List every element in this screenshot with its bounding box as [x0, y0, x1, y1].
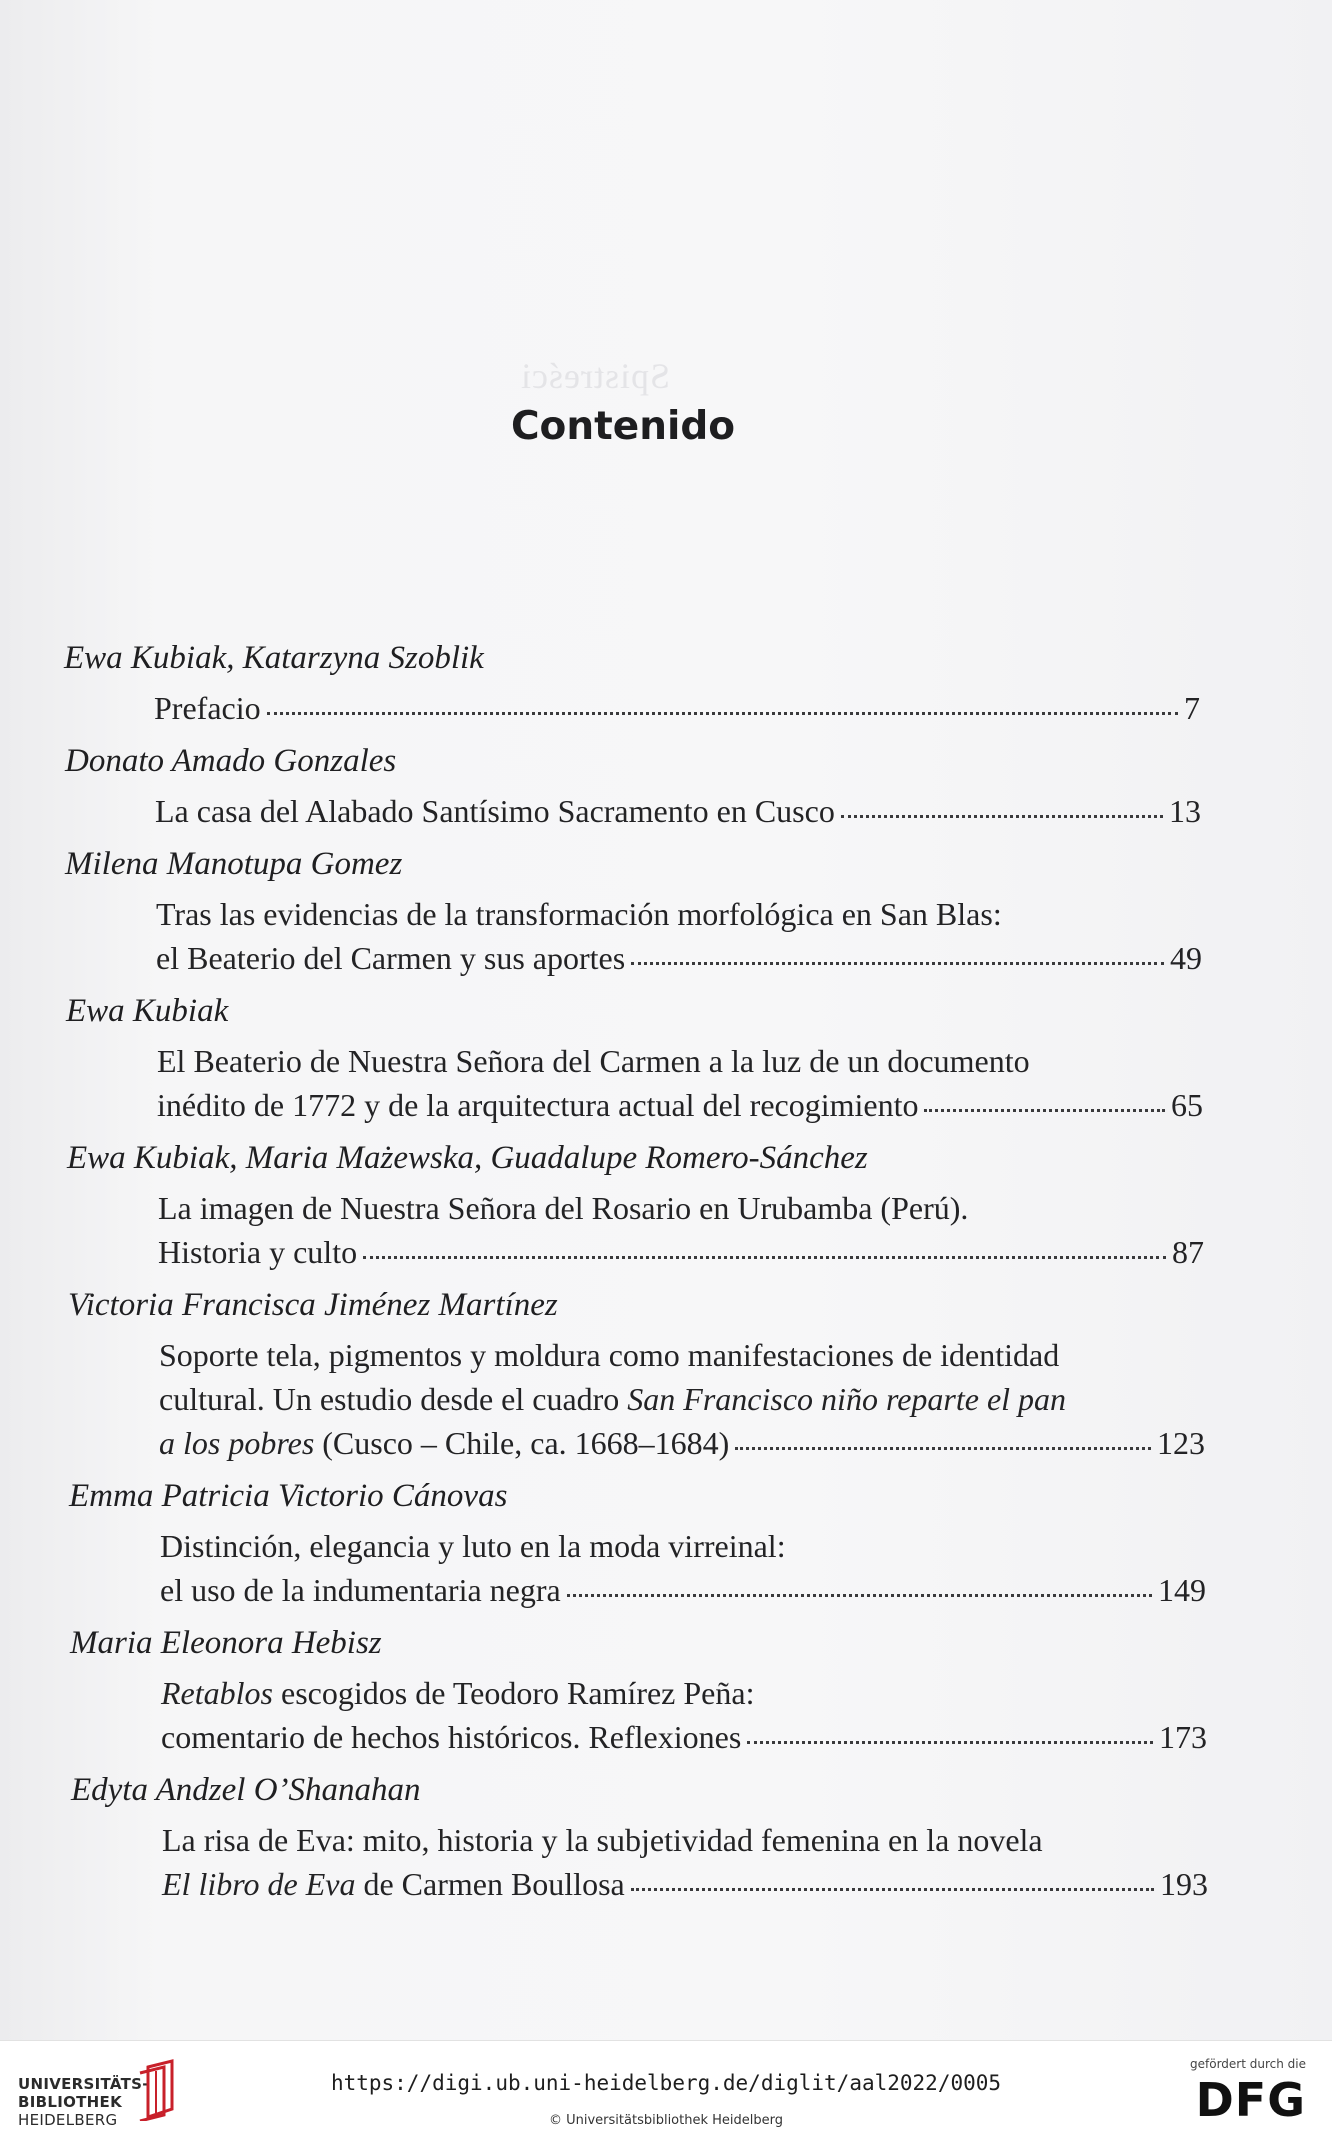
text-fragment: escogidos de Teodoro Ramírez Peña:	[272, 1675, 755, 1711]
toc-author: Victoria Francisca Jiménez Martínez	[68, 1287, 558, 1323]
toc-author: Ewa Kubiak, Katarzyna Szoblik	[64, 640, 484, 676]
text-fragment: el uso de la indumentaria negra	[160, 1572, 561, 1608]
toc-title-line	[160, 1528, 786, 1565]
toc-title-line	[161, 1675, 754, 1712]
toc-entry-link[interactable]	[155, 793, 1201, 830]
toc-entry-link[interactable]	[162, 1866, 1208, 1903]
text-fragment: el Beaterio del Carmen y sus aportes	[156, 940, 626, 976]
dot-leader	[267, 712, 1178, 715]
toc-entry-link[interactable]	[158, 1234, 1204, 1271]
text-fragment: de Carmen Boullosa	[355, 1866, 625, 1902]
text-fragment: Soporte tela, pigmentos y moldura como manifestaciones de identidad	[159, 1337, 1060, 1373]
text-fragment: La casa del Alabado Santísimo Sacramento en Cusco	[155, 793, 835, 829]
toc-title-line	[159, 1337, 1059, 1374]
toc-page-number: 173	[1159, 1719, 1207, 1755]
toc-page-number: 193	[1160, 1866, 1208, 1902]
toc-page-number: 13	[1169, 793, 1201, 829]
dot-leader	[747, 1741, 1153, 1744]
text-fragment: Tras las evidencias de la transformación morfológica en San Blas:	[156, 896, 1002, 932]
text-fragment: El Beaterio de Nuestra Señora del Carmen a la luz de un documento	[157, 1043, 1030, 1079]
toc-page-number: 149	[1158, 1572, 1206, 1608]
toc-entry-link[interactable]	[160, 1572, 1206, 1609]
copyright-notice: © Universitätsbibliothek Heidelberg	[548, 2113, 783, 2128]
toc-author: Ewa Kubiak	[66, 993, 229, 1029]
text-fragment: (Cusco – Chile, ca. 1668–1684)	[314, 1425, 730, 1461]
toc-author: Donato Amado Gonzales	[65, 743, 397, 779]
toc-entry-link[interactable]	[156, 940, 1202, 977]
italic-title-fragment: a los pobres	[159, 1425, 315, 1461]
toc-author: Edyta Andzel O’Shanahan	[71, 1772, 421, 1808]
toc-title-line	[160, 1572, 561, 1609]
toc-entry-link[interactable]	[161, 1719, 1207, 1756]
dot-leader	[924, 1109, 1165, 1112]
toc-author: Maria Eleonora Hebisz	[70, 1625, 382, 1661]
text-fragment: inédito de 1772 y de la arquitectura actual del recogimiento	[157, 1087, 919, 1123]
toc-title-line	[157, 1043, 1030, 1080]
text-fragment: comentario de hechos históricos. Reflexiones	[161, 1719, 742, 1755]
toc-page-number: 123	[1157, 1425, 1205, 1461]
toc-title-line	[155, 793, 835, 830]
dot-leader	[841, 815, 1163, 818]
toc-author: Milena Manotupa Gomez	[65, 846, 403, 882]
dot-leader	[567, 1594, 1152, 1597]
library-name-line: UNIVERSITÄTS-	[18, 2075, 149, 2093]
toc-title-line	[162, 1822, 1043, 1859]
dot-leader	[631, 962, 1164, 965]
toc-page-number: 7	[1184, 690, 1200, 726]
toc-title-line	[158, 1190, 968, 1227]
toc-title-line	[162, 1866, 625, 1903]
toc-title-line	[154, 690, 261, 727]
toc-entry-link[interactable]	[159, 1425, 1205, 1462]
library-name-line: BIBLIOTHEK	[18, 2093, 122, 2111]
toc-title-line	[158, 1234, 357, 1271]
toc-title-line	[157, 1087, 918, 1124]
library-name-line: HEIDELBERG	[18, 2111, 118, 2129]
italic-title-fragment: El libro de Eva	[162, 1866, 356, 1902]
italic-title-fragment: San Francisco niño reparte el pan	[627, 1381, 1067, 1417]
toc-page-number: 49	[1170, 940, 1202, 976]
toc-entry-link[interactable]	[157, 1087, 1203, 1124]
dfg-logo[interactable]: DFG	[1195, 2073, 1306, 2127]
toc-title-line	[161, 1719, 741, 1756]
dot-leader	[735, 1447, 1151, 1450]
toc-author: Ewa Kubiak, Maria Mażewska, Guadalupe Romero-Sánchez	[67, 1140, 868, 1176]
dot-leader	[363, 1256, 1166, 1259]
toc-entry-link[interactable]	[154, 690, 1200, 727]
toc-author: Emma Patricia Victorio Cánovas	[69, 1478, 508, 1514]
toc-title-line	[156, 896, 1002, 933]
toc-page-number: 87	[1172, 1234, 1204, 1270]
funding-note: gefördert durch die	[1190, 2057, 1306, 2071]
toc-title-line	[156, 940, 625, 977]
toc-title-line	[159, 1381, 1066, 1418]
dot-leader	[631, 1888, 1154, 1891]
text-fragment: Prefacio	[154, 690, 261, 726]
page-title: Contenido	[510, 404, 736, 449]
toc-page-number: 65	[1171, 1087, 1203, 1123]
text-fragment: La imagen de Nuestra Señora del Rosario en Urubamba (Perú).	[158, 1190, 969, 1226]
page-url-link[interactable]: https://digi.ub.uni-heidelberg.de/diglit/aal2022/0005	[330, 2071, 1002, 2095]
text-fragment: cultural. Un estudio desde el cuadro	[159, 1381, 628, 1417]
text-fragment: Historia y culto	[158, 1234, 358, 1270]
italic-title-fragment: Retablos	[161, 1675, 273, 1711]
viewer-footer	[0, 2040, 1332, 2139]
bleed-through-text: Spistreści	[520, 356, 670, 396]
text-fragment: Distinción, elegancia y luto en la moda virreinal:	[160, 1528, 786, 1564]
toc-title-line	[159, 1425, 729, 1462]
text-fragment: La risa de Eva: mito, historia y la subjetividad femenina en la novela	[162, 1822, 1043, 1858]
